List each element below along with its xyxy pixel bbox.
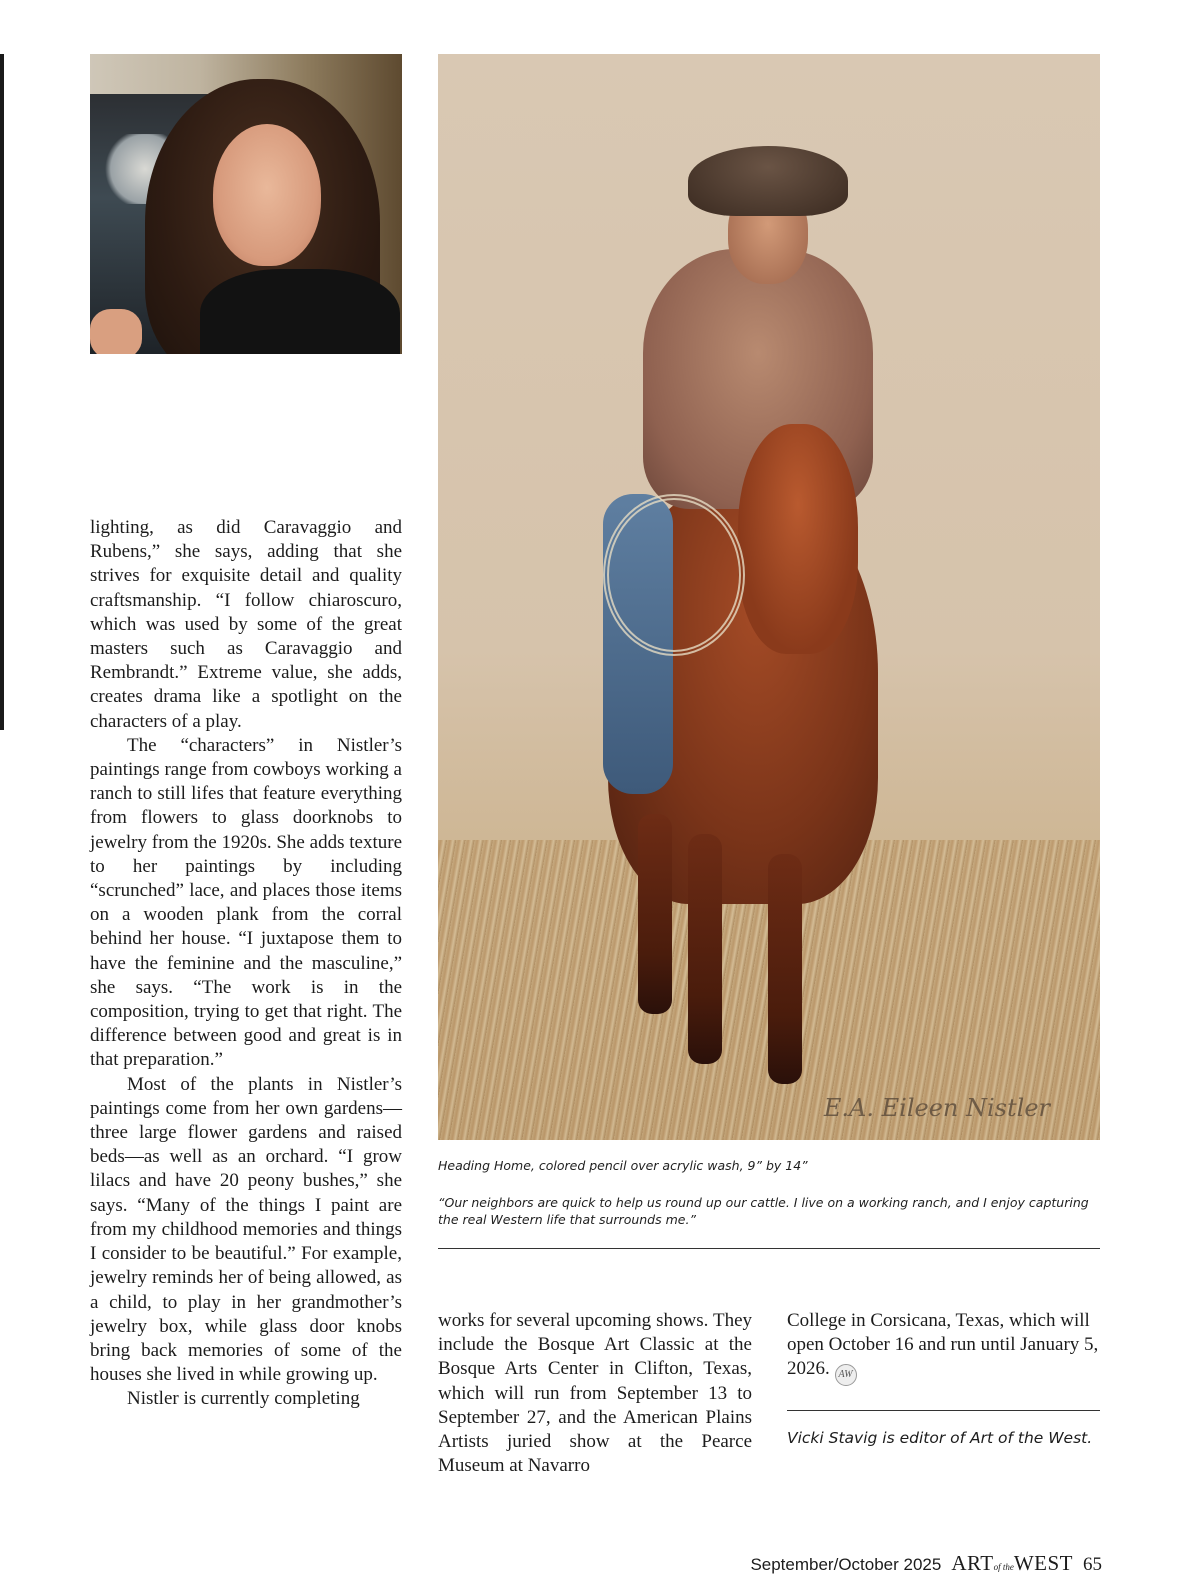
page-number: 65 xyxy=(1083,1554,1102,1575)
painting-horse-leg xyxy=(638,814,672,1014)
portrait-hand xyxy=(90,309,142,354)
magazine-logo xyxy=(951,1551,1073,1576)
article-column-1 xyxy=(90,516,402,1412)
magazine-logo-middle: of the xyxy=(993,1562,1014,1572)
adjacent-page-edge xyxy=(0,54,4,730)
paragraph: Most of the plants in Nistler’s paintings come from her own gardens—three large flower gardens and raised beds—as well as an orchard. “I grow lilacs and have 20 peony bushes,” she says. “Many of the things I paint are from my childhood memories and things I consider to be beautiful.” For example, jewelry reminds her of being allowed, as a child, to play in her grandmother’s jewelry box, while glass door knobs bring back memories of some of the houses she lived in while growing up. xyxy=(90,1073,402,1386)
painting-caption-quote: “Our neighbors are quick to help us round up our cattle. I live on a working ranch, and I enjoy capturing the real Western life that surrounds me.” xyxy=(438,1195,1089,1227)
paragraph: Nistler is currently completing xyxy=(127,1388,360,1410)
portrait-shirt xyxy=(200,269,400,354)
heading-home-painting xyxy=(438,54,1100,1140)
paragraph-text: College in Corsicana, Texas, which will open October 16 and run until January 5, 2026. xyxy=(787,1310,1099,1380)
painting-caption-title: Heading Home, colored pencil over acrylic wash, 9” by 14” xyxy=(438,1158,808,1173)
article-column-2 xyxy=(438,1309,752,1478)
painting-cowboy-hat xyxy=(688,146,848,216)
paragraph: The “characters” in Nistler’s paintings range from cowboys working a ranch to still lifes that feature everything from flowers to glass doorknobs to jewelry from the 1920s. She adds texture to her paintings by including “scrunched” lace, and places those items on a wooden plank from the corral behind her house. “I juxtapose them to have the feminine and the masculine,” she says. “The work is in the composition, trying to get that right. The difference between good and great is in that preparation.” xyxy=(90,734,402,1071)
end-mark-icon: AW xyxy=(835,1364,857,1386)
painting-horse-head xyxy=(738,424,858,654)
paragraph xyxy=(787,1309,1100,1386)
artist-portrait-photo xyxy=(90,54,402,354)
article-column-3 xyxy=(787,1309,1100,1386)
magazine-logo-prefix: ART xyxy=(951,1551,994,1575)
painting-lasso xyxy=(603,494,745,656)
author-bio: Vicki Stavig is editor of Art of the West. xyxy=(787,1429,1093,1447)
painting-horse-leg xyxy=(768,854,802,1084)
painting-horse-leg xyxy=(688,834,722,1064)
page-footer xyxy=(750,1551,1102,1576)
portrait-face xyxy=(213,124,321,266)
magazine-logo-suffix: WEST xyxy=(1013,1551,1073,1575)
painting-signature: E.A. Eileen Nistler xyxy=(823,1094,1050,1122)
bio-divider xyxy=(787,1410,1100,1411)
paragraph: lighting, as did Caravaggio and Rubens,” she says, adding that she strives for exquisite detail and quality craftsmanship. “I follow chiaroscuro, which was used by some of the great masters such as Caravaggio and Rembrandt.” Extreme value, she adds, creates drama like a spotlight on the characters of a play. xyxy=(90,517,402,732)
paragraph: works for several upcoming shows. They include the Bosque Art Classic at the Bosque Arts Center in Clifton, Texas, which will run from September 13 to September 27, and the American Plains Artists juried show at the Pearce Museum at Navarro xyxy=(438,1310,752,1477)
issue-date: September/October 2025 xyxy=(750,1555,942,1574)
caption-divider xyxy=(438,1248,1100,1249)
